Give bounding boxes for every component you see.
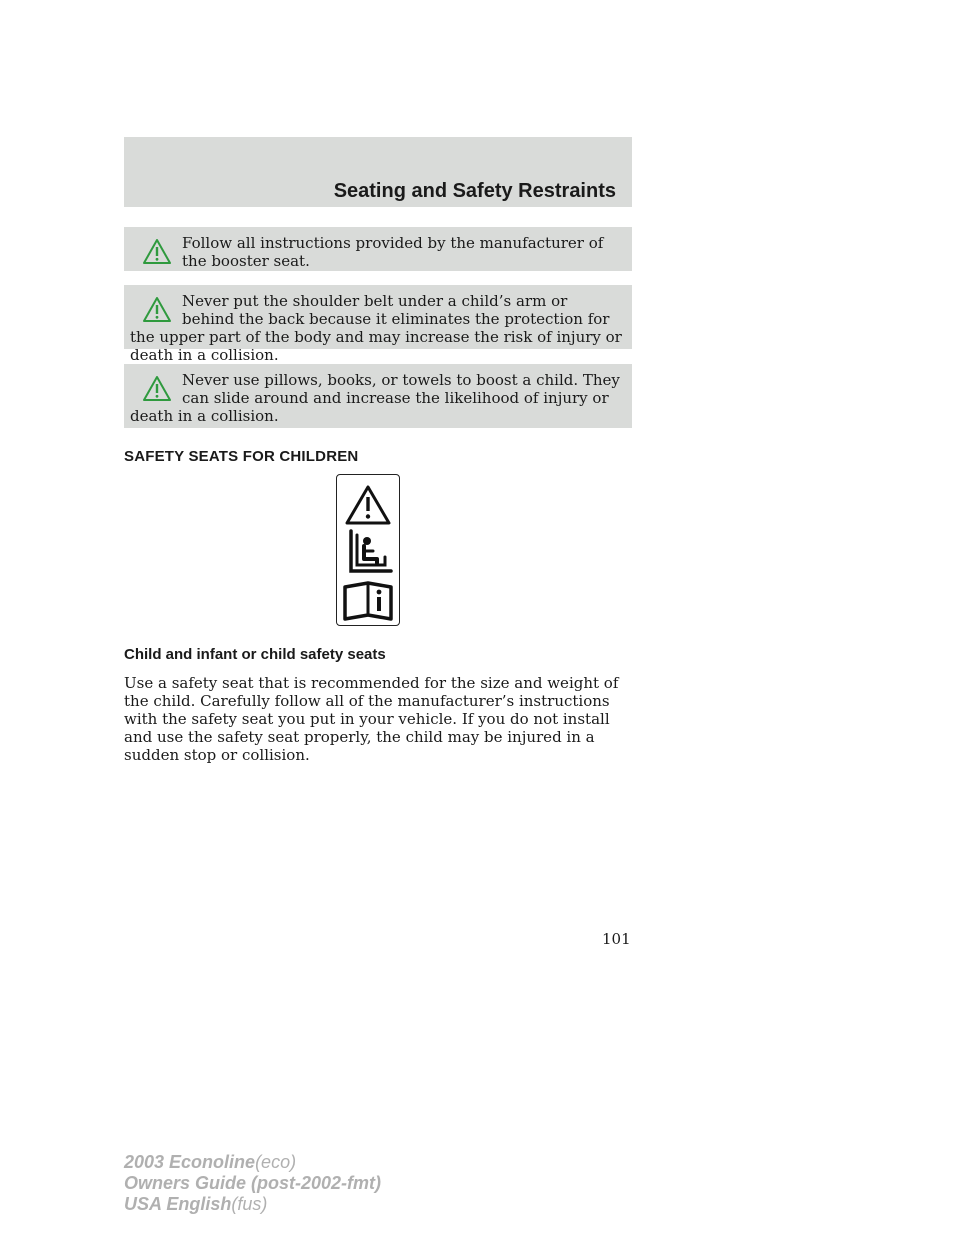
warning-icon: [142, 237, 172, 267]
footer-language-code: (fus): [231, 1194, 268, 1214]
warning-box: [124, 364, 632, 428]
section-heading: SAFETY SEATS FOR CHILDREN: [124, 448, 359, 465]
footer-line-2: [124, 1173, 381, 1194]
subsection-heading: Child and infant or child safety seats: [124, 646, 386, 663]
footer-info: [124, 1152, 381, 1215]
warning-text: Never use pillows, books, or towels to boost a child. They can slide around and increase the likelihood of injury or death in a collision.: [130, 371, 620, 425]
warning-triangle-icon: [337, 483, 399, 527]
header-band: [124, 137, 632, 207]
child-seat-icon: [337, 527, 399, 577]
body-paragraph: Use a safety seat that is recommended for the size and weight of the child. Carefully follow all of the manufacturer’s instructions with the safety seat you put in your vehicle. If you do not install and use the safety seat properly, the child may be injured in a sudden stop or collision.: [124, 674, 619, 764]
footer-line-3: [124, 1194, 381, 1215]
warning-box: [124, 227, 632, 271]
page-title: Seating and Safety Restraints: [333, 180, 616, 202]
owner-manual-info-icon: [337, 579, 399, 623]
warning-icon: [142, 374, 172, 404]
footer-line-1: [124, 1152, 381, 1173]
footer-model: 2003 Econoline: [124, 1152, 256, 1172]
footer-model-code: (eco): [255, 1152, 297, 1172]
safety-symbol-panel: [336, 474, 400, 626]
footer-language: USA English: [124, 1194, 232, 1214]
warning-text: Follow all instructions provided by the manufacturer of the booster seat.: [182, 234, 604, 270]
footer-guide: Owners Guide (post-2002-fmt): [124, 1173, 382, 1193]
page-number: 101: [602, 930, 631, 948]
warning-icon: [142, 295, 172, 325]
warning-text: Never put the shoulder belt under a child’s arm or behind the back because it eliminates the protection for the upper part of the body and may increase the risk of injury or death in a collision.: [130, 292, 622, 364]
warning-box: [124, 285, 632, 364]
